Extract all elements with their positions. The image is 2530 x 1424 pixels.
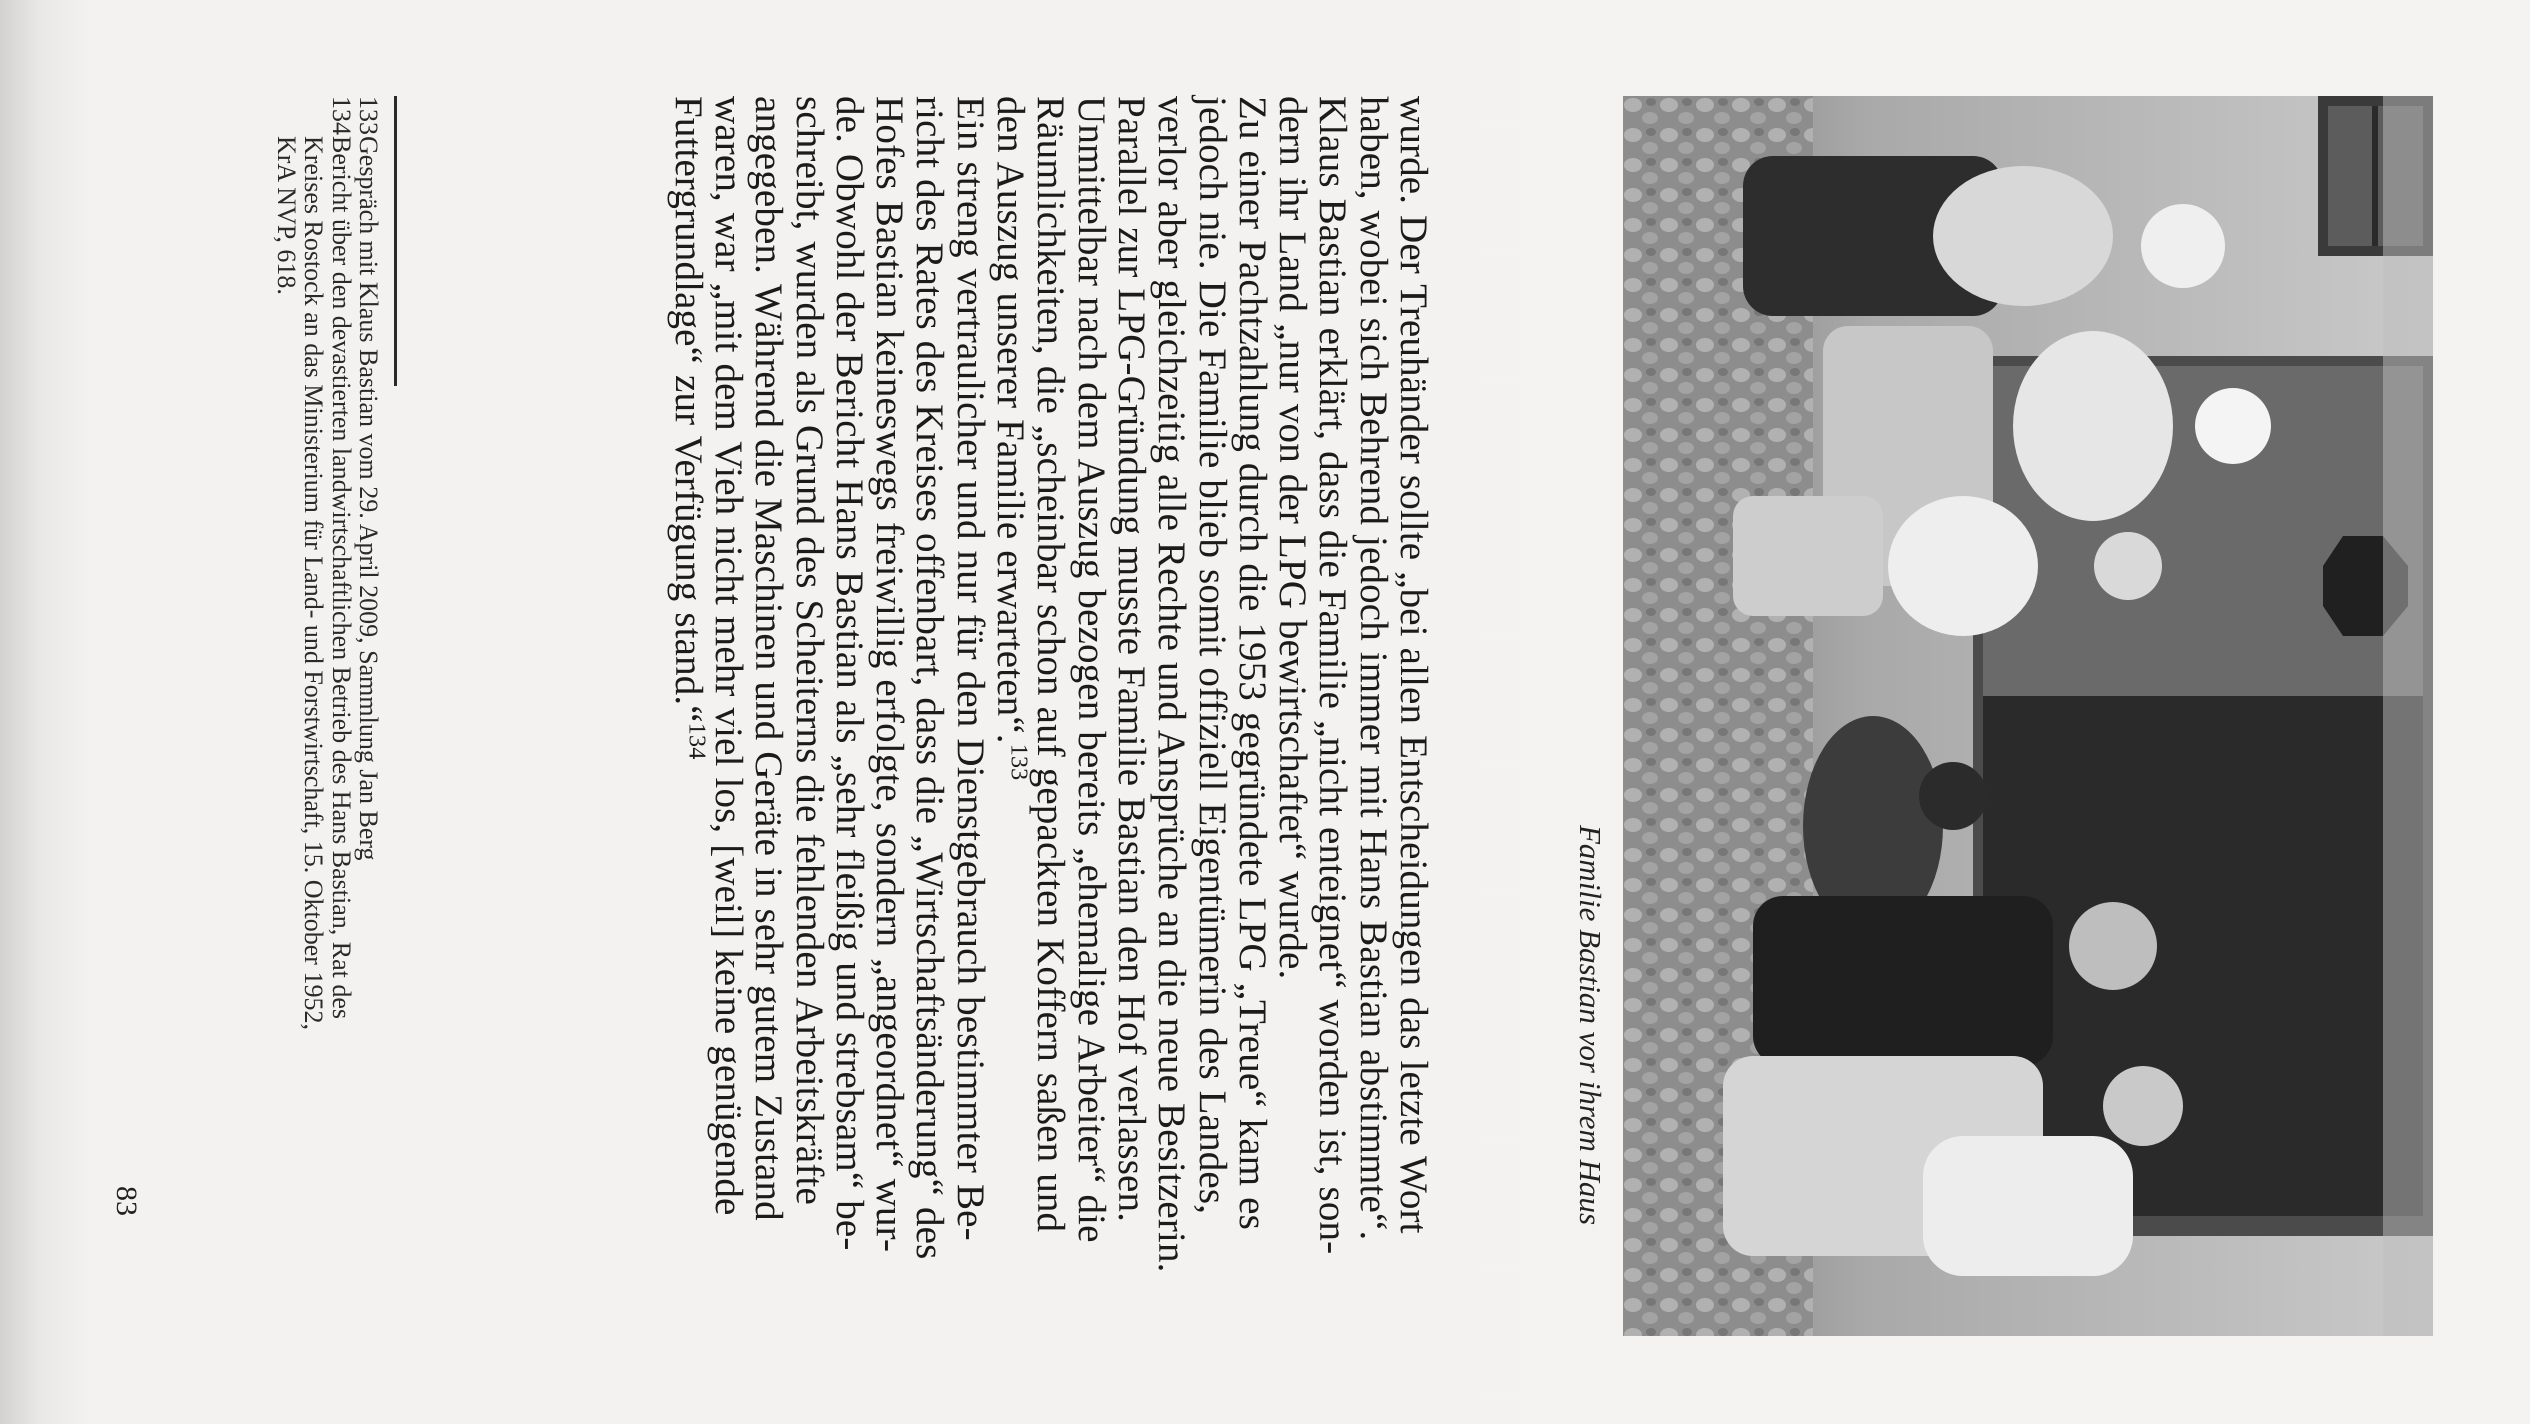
footnote-separator xyxy=(394,96,397,386)
body-line-text: Futtergrundlage“ zur Verfügung stand.“ xyxy=(666,96,710,723)
body-line-text: Parallel zur LPG-Gründung musste Familie Bastian den Hof verlassen. xyxy=(1109,96,1153,1223)
body-line-text: Unmittelbar nach dem Auszug bezogen bereits „ehemalige Arbeiter“ die xyxy=(1069,96,1113,1243)
body-line xyxy=(1311,96,1355,1255)
body-line xyxy=(1351,96,1395,1241)
body-line-text: verlor aber gleichzeitig alle Rechte und Ansprüche an die neue Besitzerin. xyxy=(1150,96,1194,1273)
body-line-text: haben, wobei sich Behrend jedoch immer mit Hans Bastian abstimmte“. xyxy=(1351,96,1395,1241)
body-line xyxy=(827,96,871,1251)
footnote-line xyxy=(300,136,326,1030)
body-line xyxy=(706,96,750,1216)
footnote-line xyxy=(355,96,381,861)
body-line xyxy=(1394,96,1433,1234)
footnote-number: 133 xyxy=(354,96,383,135)
body-line-text: jedoch nie. Die Familie blieb somit offiziell Eigentümerin des Landes, xyxy=(1190,96,1234,1215)
body-line-text: de. Obwohl der Bericht Hans Bastian als „sehr fleißig und strebsam“ be- xyxy=(827,96,871,1251)
body-line xyxy=(747,96,791,1221)
footnote-line xyxy=(273,136,299,295)
footnote-number: 134 xyxy=(326,96,356,135)
body-line-text: schreibt, wurden als Grund des Scheiterns die fehlenden Arbeitskräfte xyxy=(787,96,831,1205)
body-line xyxy=(908,96,952,1260)
body-line xyxy=(1150,96,1194,1273)
body-line xyxy=(868,96,912,1253)
body-line xyxy=(1190,96,1234,1215)
body-line-text: den Auszug unserer Familie erwarteten“. xyxy=(989,96,1032,744)
body-line-text: Ein streng vertraulicher und nur für den Dienstgebrauch bestimmter Be- xyxy=(948,96,992,1241)
body-line-text: dern ihr Land „nur von der LPG bewirtschaftet“ wurde. xyxy=(1271,96,1315,980)
body-line xyxy=(948,96,992,1241)
body-line xyxy=(1109,96,1153,1223)
footnote-text: Bericht über den devastierten landwirtschaftlichen Betrieb des Hans Bastian, Rat des xyxy=(326,136,356,1019)
page-number: 83 xyxy=(110,1186,143,1216)
footnote-text: KrA NVP, 618. xyxy=(271,136,301,295)
footnote-reference[interactable]: 133 xyxy=(1005,743,1033,781)
body-line-text: Klaus Bastian erklärt, dass die Familie „nicht enteignet“ worden ist, son- xyxy=(1311,96,1355,1255)
footnote-reference[interactable]: 134 xyxy=(682,722,710,760)
body-line xyxy=(1029,96,1073,1233)
body-line-text: richt des Rates des Kreises offenbart, dass die „Wirtschaftsänderung“ des xyxy=(908,96,952,1260)
family-photograph xyxy=(1623,96,2433,1336)
body-line-text: wurde. Der Treuhänder sollte „bei allen Entscheidungen das letzte Wort xyxy=(1392,96,1435,1234)
body-line-text: waren, war „mit dem Vieh nicht mehr viel los, [weil] keine genügende xyxy=(706,96,750,1216)
body-line-text: Hofes Bastian keineswegs freiwillig erfolgte, sondern „angeordnet“ wur- xyxy=(868,96,912,1253)
body-line-text: Räumlichkeiten, die „scheinbar schon auf gepackten Koffern saßen und xyxy=(1029,96,1073,1233)
body-line xyxy=(787,96,831,1205)
photograph-icon xyxy=(1623,96,2433,1336)
body-line-text: Zu einer Pachtzahlung durch die 1953 gegründete LPG „Treue“ kam es xyxy=(1230,96,1274,1230)
footnote-text: Kreises Rostock an das Ministerium für Land- und Forstwirtschaft, 15. Oktober 1952, xyxy=(299,136,328,1030)
body-line xyxy=(666,96,710,760)
body-line xyxy=(1230,96,1274,1230)
footnote-line xyxy=(328,96,354,1019)
footnote-text: Gespräch mit Klaus Bastian vom 29. April 2009, Sammlung Jan Berg xyxy=(354,136,383,861)
body-line xyxy=(1069,96,1113,1243)
body-line-text: angegeben. Während die Maschinen und Geräte in sehr gutem Zustand xyxy=(747,96,791,1221)
photo-caption: Familie Bastian vor ihrem Haus xyxy=(1573,825,1608,1226)
body-line xyxy=(1271,96,1315,980)
body-line xyxy=(989,96,1033,781)
